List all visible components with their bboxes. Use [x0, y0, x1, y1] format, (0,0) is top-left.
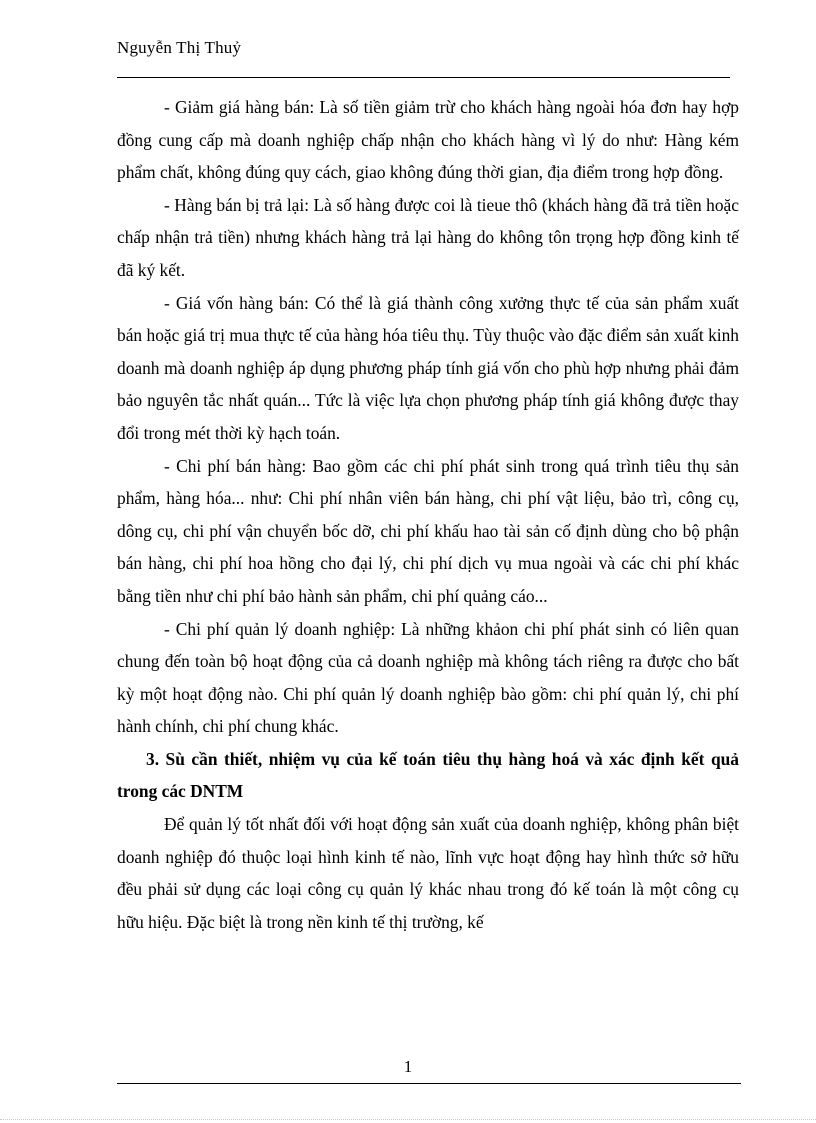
header-divider: [117, 77, 730, 78]
paragraph-cost-of-goods-sold: - Giá vốn hàng bán: Có thể là giá thành công xưởng thực tế của sản phẩm xuất bán hoặc giá trị mua thực tế của hàng hóa tiêu thụ. Tùy thuộc vào đặc điểm sản xuất kinh doanh mà doanh nghiệp áp dụng phương pháp tính giá vốn cho phù hợp nhưng phải đảm bảo nguyên tắc nhất quán... Tức là việc lựa chọn phương pháp tính giá không được thay đổi trong mét thời kỳ hạch toán.: [117, 292, 739, 443]
document-body: [117, 91, 739, 938]
page-number: 1: [403, 1057, 413, 1076]
header-author: Nguyễn Thị Thuỷ: [117, 38, 242, 57]
paragraph-selling-expenses: - Chi phí bán hàng: Bao gồm các chi phí phát sinh trong quá trình tiêu thụ sản phẩm, hàng hóa... như: Chi phí nhân viên bán hàng, chi phí vật liệu, bảo trì, công cụ, dông cụ, chi phí vận chuyển bốc dỡ, chi phí khấu hao tài sản cố định dùng cho bộ phận bán hàng, chi phí hoa hồng cho đại lý, chi phí dịch vụ mua ngoài và các chi phí khác bằng tiền như chi phí bảo hành sản phẩm, chi phí quảng cáo...: [117, 455, 739, 606]
paragraph-sales-discount: - Giảm giá hàng bán: Là số tiền giảm trừ cho khách hàng ngoài hóa đơn hay hợp đồng cung cấp mà doanh nghiệp chấp nhận cho khách hàng vì lý do như: Hàng kém phẩm chất, không đúng quy cách, giao không đúng thời gian, địa điểm trong hợp đồng.: [117, 97, 739, 183]
paragraph-returned-goods: - Hàng bán bị trả lại: Là số hàng được coi là tieue thô (khách hàng đã trả tiền hoặc chấp nhận trả tiền) nhưng khách hàng trả lại hàng do không tôn trọng hợp đồng kinh tế đã ký kết.: [117, 194, 739, 280]
paragraph-admin-expenses: - Chi phí quản lý doanh nghiệp: Là những khảon chi phí phát sinh có liên quan chung đến toàn bộ hoạt động của cả doanh nghiệp mà không tách riêng ra được cho bất kỳ một hoạt động nào. Chi phí quản lý doanh nghiệp bào gồm: chi phí quản lý, chi phí hành chính, chi phí chung khác.: [117, 618, 739, 737]
section-heading: 3. Sù cần thiết, nhiệm vụ của kế toán tiêu thụ hàng hoá và xác định kết quả trong các DNTM: [117, 748, 739, 802]
page-edge-divider: [0, 1119, 816, 1120]
footer-divider: [117, 1083, 741, 1084]
paragraph-closing: Để quản lý tốt nhất đối với hoạt động sản xuất của doanh nghiệp, không phân biệt doanh nghiệp đó thuộc loại hình kinh tế nào, lĩnh vực hoạt động hay hình thức sở hữu đều phải sử dụng các loại công cụ quản lý khác nhau trong đó kế toán là một công cụ hữu hiệu. Đặc biệt là trong nền kinh tế thị trường, kế: [117, 814, 739, 932]
